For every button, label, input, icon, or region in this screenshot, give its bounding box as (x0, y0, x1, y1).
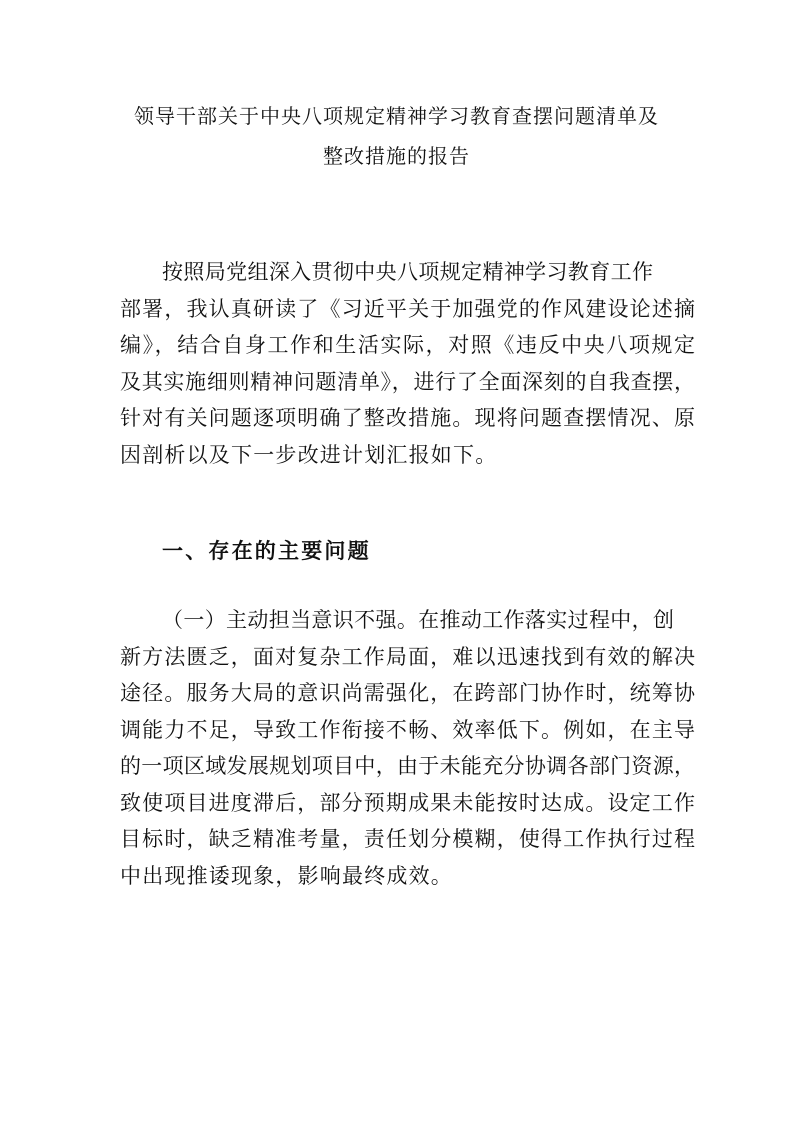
section1-line-3: 途径。服务大局的意识尚需强化，在跨部门协作时，统筹协 (120, 681, 695, 705)
intro-line-5: 针对有关问题逐项明确了整改措施。现将问题查摆情况、原 (120, 406, 695, 430)
intro-line-6: 因剖析以及下一步改进计划汇报如下。 (120, 442, 498, 467)
intro-paragraph (120, 254, 695, 473)
intro-line-4: 及其实施细则精神问题清单》，进行了全面深刻的自我查摆， (120, 369, 695, 394)
section1-line-7: 目标时，缺乏精准考量，责任划分模糊，使得工作执行过程 (120, 827, 695, 851)
section1-line-4: 调能力不足，导致工作衔接不畅、效率低下。例如，在主导 (120, 717, 695, 742)
intro-line-3: 编》，结合自身工作和生活实际，对照《违反中央八项规定 (120, 333, 695, 357)
intro-line-1: 按照局党组深入贯彻中央八项规定精神学习教育工作 (162, 260, 653, 284)
section-heading: 一、存在的主要问题 (162, 538, 371, 563)
document-title (100, 96, 693, 176)
section1-line-8: 中出现推诿现象，影响最终成效。 (120, 863, 453, 888)
section1-line-2: 新方法匮乏，面对复杂工作局面，难以迅速找到有效的解决 (120, 644, 695, 669)
section1-line-5: 的一项区域发展规划项目中，由于未能充分协调各部门资源， (120, 754, 695, 778)
title-line-2: 整改措施的报告 (323, 144, 470, 168)
section1-line-1: （一）主动担当意识不强。在推动工作落实过程中，创 (162, 608, 674, 632)
intro-line-2: 部署，我认真研读了《习近平关于加强党的作风建设论述摘 (120, 296, 695, 321)
section1-line-6: 致使项目进度滞后，部分预期成果未能按时达成。设定工作 (120, 790, 695, 815)
title-line-1: 领导干部关于中央八项规定精神学习教育查摆问题清单及 (134, 104, 659, 128)
section1-paragraph (120, 602, 695, 894)
